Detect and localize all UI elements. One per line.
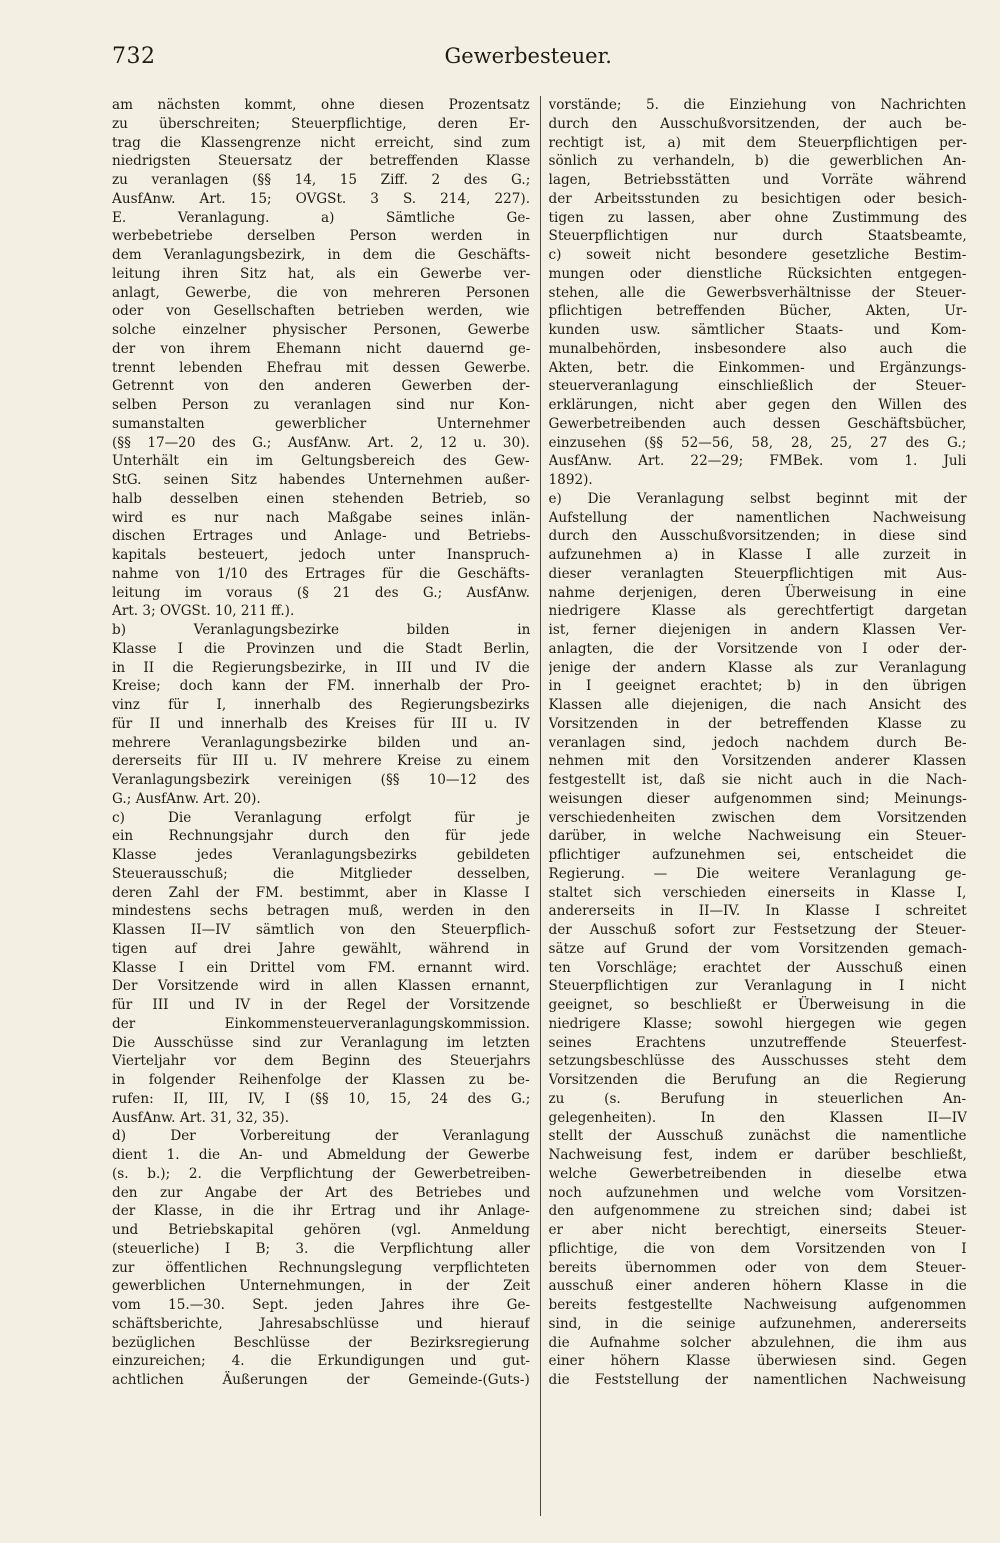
text-line: zu (s. Berufung in steuerlichen An- [548,1090,967,1107]
text-line: Kreise; doch kann der FM. innerhalb der Pro- [112,678,530,695]
text-line: mehrere Veranlagungsbezirke bilden und an- [112,734,530,751]
text-line: nahme von 1/10 des Ertrages für die Geschäfts- [112,565,530,582]
text-line: noch aufzunehmen und welche vom Vorsitzen- [548,1184,967,1201]
text-line: pflichtige, die von dem Vorsitzenden von I [548,1240,967,1257]
text-line: halb desselben einen stehenden Betrieb, so [112,490,531,507]
text-line: bereits übernommen oder von dem Steuer- [548,1259,967,1276]
text-line: einzureichen; 4. die Erkundigungen und gut- [112,1353,531,1370]
text-line: durch den Ausschußvorsitzenden; in diese sind [548,528,967,545]
text-line: d) Der Vorbereitung der Veranlagung [112,1128,530,1145]
text-line: mungen oder dienstliche Rücksichten entgegen- [548,265,967,282]
text-line: sönlich zu verhandeln, b) die gewerblichen An- [548,153,967,170]
text-line: vorstände; 5. die Einziehung von Nachrichten [548,97,967,113]
text-line: dem Veranlagungsbezirk, in dem die Geschäfts- [112,247,531,263]
text-line: leitung im voraus (§ 21 des G.; AusfAnw. [112,584,530,601]
text-line: 1892). [548,472,593,488]
text-line: für III und IV in der Regel der Vorsitzende [112,997,531,1013]
text-line: und Betriebskapital gehören (vgl. Anmeldung [112,1222,530,1238]
text-line: (steuerliche) I B; 3. die Verpflichtung aller [112,1240,531,1257]
text-line: Steuerpflichtigen zur Veranlagung in I nicht [548,978,967,995]
text-line: Der Vorsitzende wird in allen Klassen ernannt, [112,978,531,995]
text-line: verschiedenheiten zwischen dem Vorsitzenden [548,809,967,826]
text-line: festgestellt ist, daß sie nicht auch in die Nach- [548,772,967,788]
text-line: in I geeignet erachtet; b) in den übrigen [548,678,967,695]
text-line: Veranlagungsbezirk vereinigen (§§ 10—12 des [112,772,530,788]
text-line: kapitals besteuert, jedoch unter Inanspruch- [112,547,530,563]
text-line: pflichtigen betreffenden Bücher, Akten, Ur- [548,303,967,320]
text-line: einer höhern Klasse überwiesen sind. Gegen [548,1353,967,1370]
text-line: gewerblichen Unternehmungen, in der Zeit [112,1278,531,1295]
text-line: trag die Klassengrenze nicht erreicht, sind zum [112,134,531,151]
text-line: die Feststellung der namentlichen Nachweisung [548,1372,967,1388]
text-line: jenige der andern Klasse als zur Veranlagung [548,659,967,676]
text-line: er aber nicht berechtigt, einerseits Steuer- [548,1222,967,1238]
text-line: Steuerpflichtigen nur durch Staatsbeamte, [548,228,967,245]
text-line: ein Rechnungsjahr durch den für jede [112,828,531,845]
text-line: einzusehen (§§ 52—56, 58, 28, 25, 27 des G.; [548,434,967,451]
text-line: setzungsbeschlüsse des Ausschusses steht dem [548,1053,967,1070]
text-line: am nächsten kommt, ohne diesen Prozentsatz [112,97,530,113]
text-line: seines Erachtens unzutreffende Steuerfest- [548,1034,967,1051]
text-line: erklärungen, nicht aber gegen den Willen des [548,397,967,413]
page-number: 732 [112,44,156,69]
text-line: Klasse I ein Drittel vom FM. ernannt wird. [112,959,530,976]
text-line: in folgender Reihenfolge der Klassen zu be- [112,1072,530,1088]
text-line: Vierteljahr vor dem Beginn des Steuerjahrs [112,1053,531,1070]
text-line: AusfAnw. Art. 15; OVGSt. 3 S. 214, 227). [112,190,531,207]
page-header [112,44,952,76]
text-line: niedrigere Klasse als gerechtfertigt dargetan [548,603,967,620]
text-line: deren Zahl der FM. bestimmt, aber in Klasse I [112,884,530,901]
text-line: der Ausschuß sofort zur Festsetzung der Steuer- [548,922,967,938]
text-line: den zur Angabe der Art des Betriebes und [112,1184,531,1201]
text-line: aufzunehmen a) in Klasse I alle zurzeit in [548,547,967,563]
text-line: wird es nur nach Maßgabe seines inlän- [112,509,531,526]
text-line: ist, ferner diejenigen in andern Klassen Ver- [548,622,967,638]
text-line: tigen zu lassen, aber ohne Zustimmung des [548,209,967,226]
text-line: steuerveranlagung einschließlich der Steuer- [548,378,967,395]
text-line: niedrigere Klasse; sowohl hiergegen wie gegen [548,1015,967,1032]
text-line: Art. 3; OVGSt. 10, 211 ff.). [112,603,295,620]
text-line: leitung ihren Sitz hat, als ein Gewerbe ver- [112,265,531,282]
text-line: Klassen alle diejenigen, die nach Ansicht des [548,697,967,713]
text-line: zu überschreiten; Steuerpflichtige, deren Er- [112,115,530,132]
text-line: anlagt, Gewerbe, die von mehreren Personen [112,284,530,301]
text-line: werbebetriebe derselben Person werden in [112,228,530,245]
text-line: munalbehörden, insbesondere also auch die [548,340,967,357]
text-line: Klasse I die Provinzen und die Stadt Berlin, [112,640,530,657]
text-line: Unterhält ein im Geltungsbereich des Gew- [112,453,530,470]
text-line: für II und innerhalb des Kreises für III u. IV [112,715,530,732]
text-line: nehmen mit den Vorsitzenden anderer Klassen [548,753,967,770]
text-line: Getrennt von den anderen Gewerben der- [112,378,530,395]
text-line: Vorsitzenden in der betreffenden Klasse zu [548,715,967,732]
text-line: niedrigsten Steuersatz der betreffenden Klasse [112,153,531,170]
text-line: mindestens sechs betragen muß, werden in den [112,903,530,920]
text-line: Die Ausschüsse sind zur Veranlagung im letzten [112,1034,530,1051]
text-line: dererseits für III u. IV mehrere Kreise zu einem [112,753,530,770]
text-line: pflichtiger aufzunehmen sei, entscheidet die [548,847,967,863]
running-head: Gewerbesteuer. [444,44,612,68]
text-line: nahme derjenigen, deren Überweisung in eine [548,584,967,601]
text-line: ten Vorschläge; erachtet der Ausschuß einen [548,959,967,976]
text-line: darüber, in welche Nachweisung ein Steuer- [548,828,967,845]
text-line: sätze auf Grund der vom Vorsitzenden gemach- [548,940,967,957]
text-line: andererseits in II—IV. In Klasse I schreitet [548,903,967,920]
text-line: weisungen dieser aufgenommen sind; Meinungs- [548,790,967,807]
text-line: dient 1. die An- und Abmeldung der Gewerbe [112,1147,530,1163]
text-line: c) soweit nicht besondere gesetzliche Bestim- [548,247,967,263]
text-line: vom 15.—30. Sept. jeden Jahres ihre Ge- [112,1297,531,1313]
text-line: den aufgenommene zu streichen sind; dabei ist [548,1203,967,1220]
text-line: rechtigt ist, a) mit dem Steuerpflichtigen per- [548,134,967,151]
text-line: dischen Ertrages und Anlage- und Betriebs- [112,528,531,545]
text-columns [112,96,967,1516]
text-line: der Arbeitsstunden zu besichtigen oder besich- [548,190,967,207]
text-line: welche Gewerbetreibenden in dieselbe etwa [548,1165,967,1182]
text-line: der Klasse, in die ihr Ertrag und ihr Anlage- [112,1203,530,1220]
text-line: sind, in die seinige aufzunehmen, andererseits [548,1315,967,1332]
text-line: staltet sich verschieden einerseits in Klasse I, [548,884,967,901]
text-line: AusfAnw. Art. 31, 32, 35). [112,1109,290,1126]
text-line: gelegenheiten). In den Klassen II—IV [548,1109,967,1126]
text-line: der von ihrem Ehemann nicht dauernd ge- [112,340,531,357]
text-line: rufen: II, III, IV, I (§§ 10, 15, 24 des G.; [112,1090,531,1107]
text-line: e) Die Veranlagung selbst beginnt mit der [548,490,967,507]
text-line: lagen, Betriebsstätten und Vorräte während [548,172,967,188]
text-line: c) Die Veranlagung erfolgt für je [112,809,530,826]
text-line: der Einkommensteuerveranlagungskommission. [112,1015,530,1032]
text-line: anlagten, die der Vorsitzende von I oder der- [548,640,967,657]
left-column [112,96,538,1516]
text-line: Regierung. — Die weitere Veranlagung ge- [548,865,967,882]
text-line: trennt lebenden Ehefrau mit dessen Gewerbe. [112,359,531,376]
text-line: Gewerbetreibenden auch dessen Geschäftsbücher, [548,415,967,432]
text-line: Aufstellung der namentlichen Nachweisung [548,509,967,526]
text-line: bereits festgestellte Nachweisung aufgenommen [548,1297,967,1313]
text-line: Klassen II—IV sämtlich von den Steuerpflich- [112,922,531,938]
text-line: stehen, alle die Gewerbsverhältnisse der Steuer- [548,284,967,301]
text-line: stellt der Ausschuß zunächst die namentliche [548,1128,967,1145]
text-line: durch den Ausschußvorsitzenden, der auch be- [548,115,967,132]
text-line: selben Person zu veranlagen sind nur Kon- [112,397,530,413]
text-line: StG. seinen Sitz habendes Unternehmen außer- [112,472,530,488]
text-line: Nachweisung fest, indem er darüber beschließt, [548,1147,967,1163]
text-line: zu veranlagen (§§ 14, 15 Ziff. 2 des G.; [112,172,531,188]
text-line: G.; AusfAnw. Art. 20). [112,790,261,807]
text-line: Akten, betr. die Einkommen- und Ergänzungs- [548,359,967,376]
text-line: bezüglichen Beschlüsse der Bezirksregierung [112,1334,530,1351]
text-line: E. Veranlagung. a) Sämtliche Ge- [112,209,530,226]
text-line: ausschuß einer anderen höhern Klasse in die [548,1278,967,1295]
text-line: zur öffentlichen Rechnungslegung verpflichteten [112,1259,530,1276]
text-line: Steuerausschuß; die Mitglieder desselben, [112,865,531,882]
text-line: solche einzelner physischer Personen, Gewerbe [112,322,530,338]
text-line: die Aufnahme solcher abzulehnen, die ihm aus [548,1334,967,1351]
text-line: Klasse jedes Veranlagungsbezirks gebildeten [112,847,530,863]
text-line: vinz für I, innerhalb des Regierungsbezirks [112,697,530,713]
text-line: b) Veranlagungsbezirke bilden in [112,622,531,638]
text-line: sumanstalten gewerblicher Unternehmer [112,415,530,432]
text-line: veranlagen sind, jedoch nachdem durch Be- [548,734,967,751]
text-line: (§§ 17—20 des G.; AusfAnw. Art. 2, 12 u. 30). [112,434,530,451]
text-line: AusfAnw. Art. 22—29; FMBek. vom 1. Juli [548,453,967,470]
text-line: Vorsitzenden die Berufung an die Regierung [548,1072,967,1088]
text-line: schäftsberichte, Jahresabschlüsse und hierauf [112,1315,530,1332]
text-line: dieser veranlagten Steuerpflichtigen mit Aus- [548,565,967,582]
text-line: geeignet, so beschließt er Überweisung in die [548,997,967,1013]
text-line: achtlichen Äußerungen der Gemeinde-(Guts-) [112,1372,530,1388]
right-column [543,96,967,1516]
text-line: in II die Regierungsbezirke, in III und IV die [112,659,530,676]
text-line: oder von Gesellschaften betrieben werden, wie [112,303,530,320]
text-line: tigen auf drei Jahre gewählt, während in [112,940,530,957]
text-line: (s. b.); 2. die Verpflichtung der Gewerbetreiben- [112,1165,531,1182]
text-line: kunden usw. sämtlicher Staats- und Kom- [548,322,967,338]
